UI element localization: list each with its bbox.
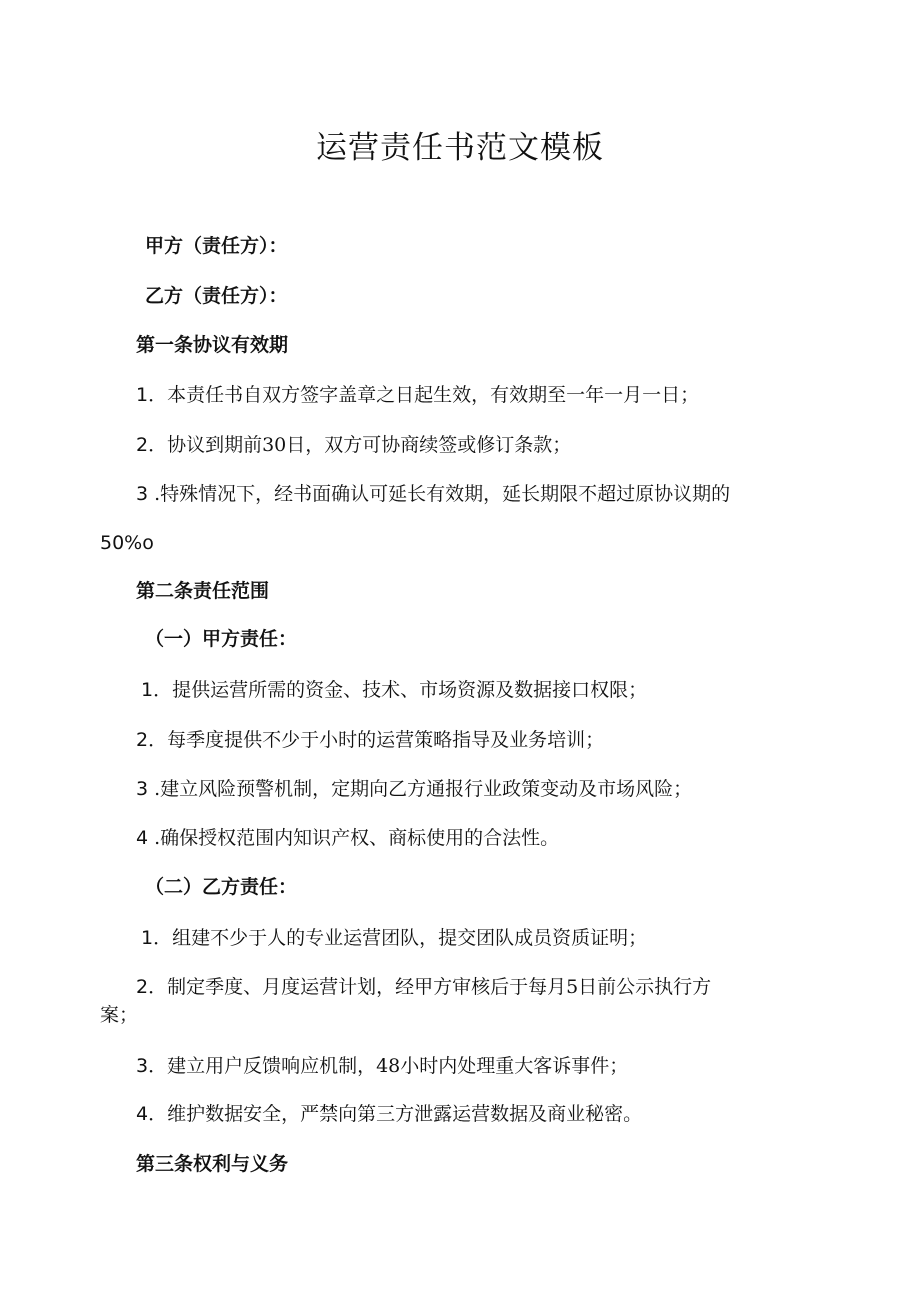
party-a-line: 甲方（责任方）： [145,235,288,257]
article1-item-1 [136,382,699,408]
item-number: 1 [136,384,149,406]
article1-item-3 [136,481,730,507]
item-text: ．提供运营所需的资金、技术、市场资源及数据接口权限； [153,679,648,701]
party-a-item-2 [136,727,604,753]
item-text: ．维护数据安全，严禁向第三方泄露运营数据及商业秘密。 [148,1103,643,1125]
party-b-item-1 [141,925,647,951]
party-b-item-3 [136,1053,628,1079]
item-number: 2 [136,434,149,456]
article3-heading: 第三条权利与义务 [136,1153,289,1175]
party-b-responsibility-heading: （二）乙方责任： [145,876,298,898]
item-number: 4 [136,827,149,849]
item-number: 3 [136,483,149,505]
party-a-item-3 [136,776,692,802]
party-b-line: 乙方（责任方）： [145,285,288,307]
party-b-item-2 [136,974,711,1000]
item-number: 2 [136,976,149,998]
article1-item-3-continuation: 50%o [100,532,154,554]
article2-heading: 第二条责任范围 [136,580,270,602]
item-number: 2 [136,729,149,751]
article1-item-2 [136,432,571,458]
item-text: ．制定季度、月度运营计划，经甲方审核后于每月5日前公示执行方 [148,976,712,998]
document-title: 运营责任书范文模板 [316,130,604,166]
item-text: ．组建不少于人的专业运营团队，提交团队成员资质证明； [153,927,648,949]
item-text: ．协议到期前30日，双方可协商续签或修订条款； [148,434,572,456]
item-number: 1 [141,679,154,701]
item-number: 3 [136,778,149,800]
item-text: .建立风险预警机制，定期向乙方通报行业政策变动及市场风险； [148,778,693,800]
item-text: .确保授权范围内知识产权、商标使用的合法性。 [148,827,560,849]
party-a-item-1 [141,677,647,703]
item-text: ．每季度提供不少于小时的运营策略指导及业务培训； [148,729,605,751]
party-b-item-4 [136,1101,642,1127]
item-text: ．建立用户反馈响应机制，48小时内处理重大客诉事件； [148,1055,629,1077]
item-text: ．本责任书自双方签字盖章之日起生效，有效期至一年一月一日； [148,384,700,406]
party-a-item-4 [136,825,559,851]
item-number: 1 [141,927,154,949]
item-number: 3 [136,1055,149,1077]
party-b-item-2-continuation: 案； [100,1004,139,1026]
party-a-responsibility-heading: （一）甲方责任： [145,628,298,650]
item-text: .特殊情况下，经书面确认可延长有效期，延长期限不超过原协议期的 [148,483,731,505]
article1-heading: 第一条协议有效期 [136,334,289,356]
item-number: 4 [136,1103,149,1125]
